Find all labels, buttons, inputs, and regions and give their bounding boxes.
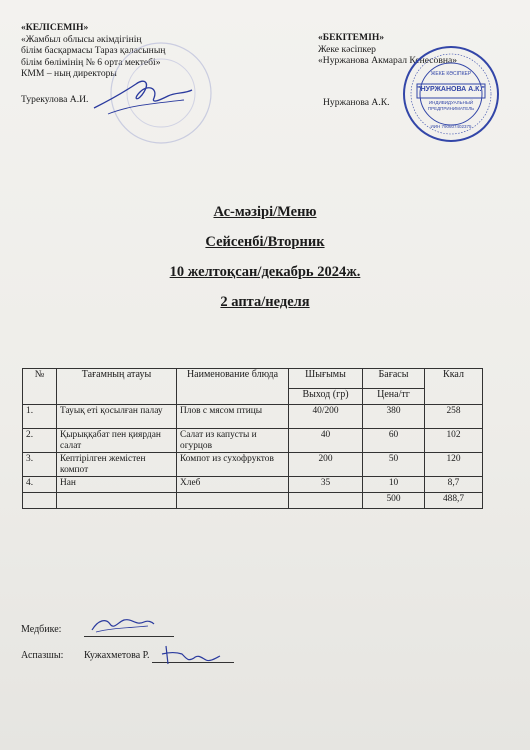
weekday-title: Сейсенбі/Вторник: [205, 234, 325, 250]
entrepreneur-stamp: [403, 46, 499, 142]
table-header-row: [23, 369, 483, 389]
total-empty-cell: [57, 493, 177, 509]
cell-name-kz: Тауық еті қосылған палау: [57, 405, 177, 429]
table-row: [23, 477, 483, 493]
cell-output: 35: [289, 477, 363, 493]
col-header-kcal: Ккал: [425, 369, 483, 405]
cell-price: 60: [363, 429, 425, 453]
col-header-price-ru: Цена/тг: [363, 389, 425, 405]
cell-output: 40: [289, 429, 363, 453]
col-header-no: №: [23, 369, 57, 405]
total-empty-cell: [289, 493, 363, 509]
approval-left-line4: КММ – ның директоры: [21, 68, 117, 80]
cell-output: 200: [289, 453, 363, 477]
approval-right-title: «БЕКІТЕМІН»: [318, 32, 385, 43]
table-row: [23, 429, 483, 453]
total-kcal: 488,7: [425, 493, 483, 509]
cook-label: Аспазшы:: [21, 650, 64, 661]
cell-kcal: 120: [425, 453, 483, 477]
menu-table: [22, 368, 483, 509]
col-header-output-kz: Шығымы: [289, 369, 363, 389]
cell-name-ru: Салат из капусты и огурцов: [177, 429, 289, 453]
approval-right-line1: Жеке кәсіпкер: [318, 43, 376, 55]
cell-no: 4.: [23, 477, 57, 493]
stamp-name: "НУРЖАНОВА А.К.": [417, 86, 485, 93]
cell-name-ru: Компот из сухофруктов: [177, 453, 289, 477]
cell-kcal: 258: [425, 405, 483, 429]
week-title: 2 апта/неделя: [220, 294, 310, 310]
approval-right-line2: «Нуржанова Акмарал Кенесовна»: [318, 55, 458, 67]
cell-name-ru: Плов с мясом птицы: [177, 405, 289, 429]
stamp-center-label: ЖЕКЕ КӘСІПКЕР: [430, 71, 472, 77]
stamp-sub: ИНДИВИДУАЛЬНЫЙ ПРЕДПРИНИМАТЕЛЬ: [427, 100, 475, 111]
table-row: [23, 405, 483, 429]
date-title: 10 желтоқсан/декабрь 2024ж.: [169, 264, 361, 280]
approval-left-line2: білім басқармасы Тараз қаласының: [21, 45, 166, 57]
cell-kcal: 102: [425, 429, 483, 453]
cell-kcal: 8,7: [425, 477, 483, 493]
total-empty-cell: [23, 493, 57, 509]
cell-name-kz: Кептірілген жемістен компот: [57, 453, 177, 477]
col-header-output-ru: Выход (гр): [289, 389, 363, 405]
cell-price: 10: [363, 477, 425, 493]
approval-right-signer: Нуржанова А.К.: [323, 97, 390, 108]
menu-title: Ас-мәзірі/Меню: [213, 204, 317, 220]
cook-name: Кужахметова Р.: [84, 650, 150, 661]
total-empty-cell: [177, 493, 289, 509]
cell-name-kz: Қырыққабат пен қиярдан салат: [57, 429, 177, 453]
cell-price: 50: [363, 453, 425, 477]
col-header-price-kz: Бағасы: [363, 369, 425, 389]
cell-name-kz: Нан: [57, 477, 177, 493]
total-price: 500: [363, 493, 425, 509]
approval-left-title: «КЕЛІСЕМІН»: [21, 22, 89, 33]
col-header-name-kz: Тағамның атауы: [57, 369, 177, 405]
director-signature: [88, 70, 198, 118]
cell-price: 380: [363, 405, 425, 429]
cook-signature: [160, 640, 224, 668]
nurse-label: Медбике:: [21, 624, 62, 635]
nurse-signature: [88, 612, 158, 638]
cell-no: 1.: [23, 405, 57, 429]
stamp-bin: ИИН 790607402375: [430, 124, 472, 129]
approval-left-line1: «Жамбыл облысы әкімдігінің: [21, 33, 142, 45]
table-total-row: [23, 493, 483, 509]
approval-left-signer: Турекулова А.И.: [21, 94, 89, 105]
cell-output: 40/200: [289, 405, 363, 429]
cell-no: 2.: [23, 429, 57, 453]
approval-left-line3: білім бөлімінің № 6 орта мектебі»: [21, 56, 161, 68]
cell-no: 3.: [23, 453, 57, 477]
cell-name-ru: Хлеб: [177, 477, 289, 493]
table-row: [23, 453, 483, 477]
col-header-name-ru: Наименование блюда: [177, 369, 289, 405]
